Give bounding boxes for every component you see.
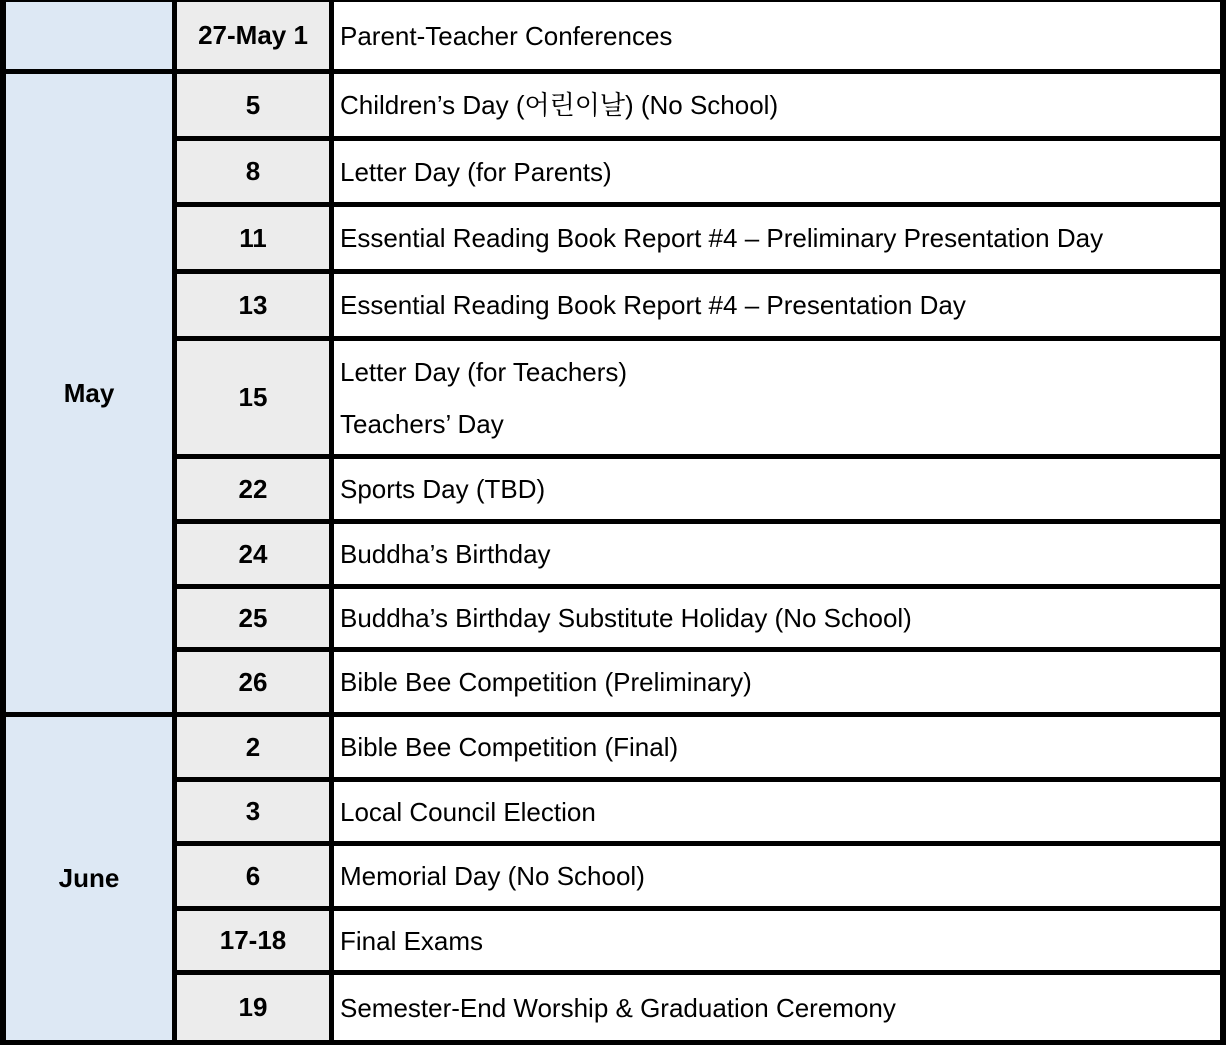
table-row — [3, 272, 1223, 339]
event-cell — [332, 715, 1224, 780]
month-cell: May — [3, 72, 175, 715]
event-text: Letter Day (for Teachers) — [340, 356, 628, 387]
month-cell — [3, 0, 175, 72]
table-row — [3, 72, 1223, 139]
table-row — [3, 457, 1223, 522]
table-row — [3, 715, 1223, 780]
event-cell — [332, 72, 1224, 139]
event-cell — [332, 522, 1224, 587]
event-cell — [332, 909, 1224, 973]
event-text: Letter Day (for Parents) — [340, 156, 612, 187]
table-row — [3, 205, 1223, 272]
table-row — [3, 844, 1223, 909]
event-cell — [332, 780, 1224, 844]
date-cell: 5 — [175, 72, 332, 139]
event-cell — [332, 139, 1224, 205]
event-cell — [332, 844, 1224, 909]
event-cell — [332, 0, 1224, 72]
event-text: Bible Bee Competition (Final) — [340, 732, 679, 762]
event-text: Final Exams — [340, 925, 484, 956]
event-text: Buddha’s Birthday Substitute Holiday (No School) — [340, 603, 912, 633]
event-text: Parent-Teacher Conferences — [340, 20, 673, 51]
event-text: Essential Reading Book Report #4 – Presentation Day — [340, 290, 966, 320]
event-text: Buddha’s Birthday — [340, 539, 551, 569]
event-cell — [332, 650, 1224, 715]
event-text: Essential Reading Book Report #4 – Preliminary Presentation Day — [340, 223, 1104, 253]
event-text: Children’s Day (어린이날) (No School) — [340, 90, 779, 120]
date-cell: 11 — [175, 205, 332, 272]
date-cell: 17-18 — [175, 909, 332, 973]
event-text: Semester-End Worship & Graduation Ceremony — [340, 992, 896, 1023]
event-text: Teachers’ Day — [340, 408, 504, 439]
month-cell: June — [3, 715, 175, 1043]
table-row — [3, 139, 1223, 205]
event-cell — [332, 587, 1224, 650]
table-row — [3, 909, 1223, 973]
date-cell: 19 — [175, 973, 332, 1043]
event-cell — [332, 272, 1224, 339]
table-row — [3, 587, 1223, 650]
table-row — [3, 522, 1223, 587]
event-text: Memorial Day (No School) — [340, 861, 645, 891]
event-text: Local Council Election — [340, 796, 596, 827]
date-cell: 25 — [175, 587, 332, 650]
event-text: Sports Day (TBD) — [340, 474, 546, 504]
event-cell — [332, 205, 1224, 272]
date-cell: 15 — [175, 339, 332, 457]
event-text: Bible Bee Competition (Preliminary) — [340, 667, 752, 697]
date-cell: 6 — [175, 844, 332, 909]
date-cell: 13 — [175, 272, 332, 339]
table-row — [3, 973, 1223, 1043]
event-cell — [332, 457, 1224, 522]
event-cell — [332, 973, 1224, 1043]
table-row — [3, 650, 1223, 715]
date-cell: 8 — [175, 139, 332, 205]
date-cell: 3 — [175, 780, 332, 844]
date-cell: 24 — [175, 522, 332, 587]
date-cell: 27-May 1 — [175, 0, 332, 72]
table-row — [3, 0, 1223, 72]
event-cell — [332, 339, 1224, 457]
date-cell: 22 — [175, 457, 332, 522]
date-cell: 2 — [175, 715, 332, 780]
date-cell: 26 — [175, 650, 332, 715]
table-row — [3, 339, 1223, 457]
table-row — [3, 780, 1223, 844]
